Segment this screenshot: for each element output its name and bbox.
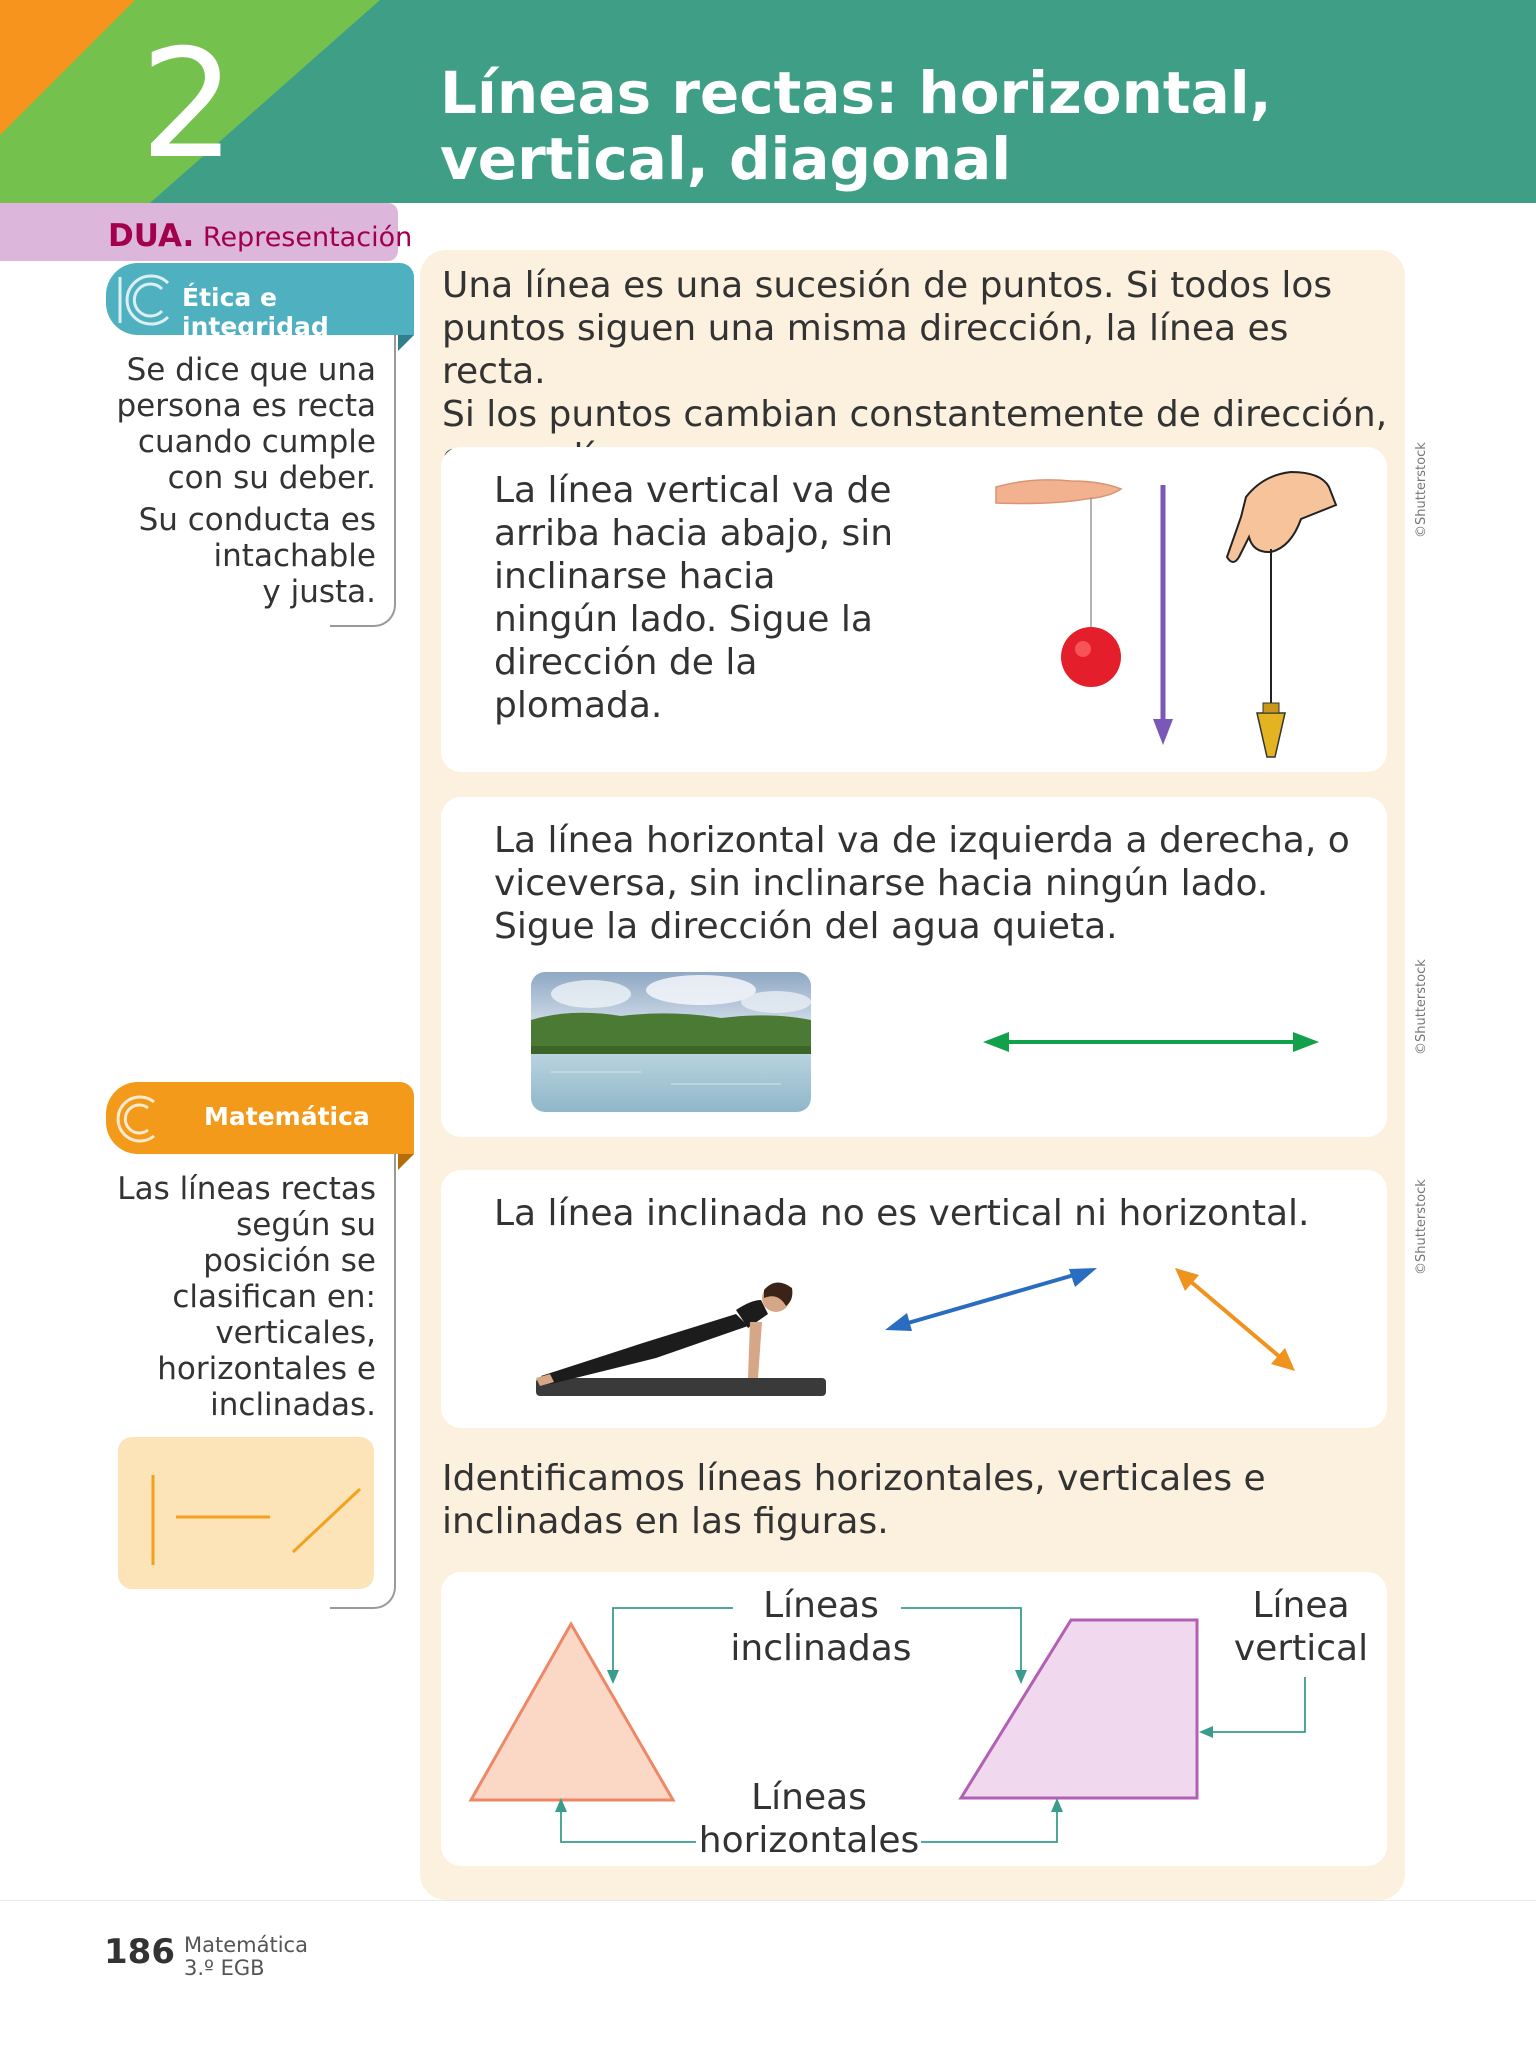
inclined-arrow-blue bbox=[881, 1255, 1101, 1345]
math-tab-label: Matemática bbox=[204, 1102, 370, 1131]
ethics-tab bbox=[106, 263, 414, 341]
math-line: según su bbox=[236, 1207, 376, 1243]
vertical-text-line: ningún lado. Sigue la bbox=[494, 599, 873, 640]
ethics-line: persona es recta bbox=[116, 388, 376, 424]
vertical-text-line: La línea vertical va de bbox=[494, 470, 892, 511]
label-line: Línea bbox=[1252, 1585, 1350, 1626]
dua-category: Representación bbox=[202, 222, 413, 253]
math-bracket bbox=[330, 1154, 396, 1609]
cartoon-hand-icon bbox=[1227, 472, 1336, 562]
horizontal-line-text bbox=[494, 819, 1374, 948]
photo-credit: ©Shutterstock bbox=[1414, 1179, 1429, 1275]
dua-strong: DUA. bbox=[108, 218, 195, 254]
ethics-line: con su deber. bbox=[167, 460, 376, 496]
vertical-text-line: dirección de la bbox=[494, 642, 758, 683]
footer-subject bbox=[184, 1934, 308, 1980]
identify-line: inclinadas en las figuras. bbox=[442, 1501, 889, 1542]
flat-hand-icon bbox=[996, 480, 1121, 504]
math-line: clasifican en: bbox=[172, 1279, 376, 1315]
label-line: Líneas bbox=[763, 1585, 879, 1626]
identify-line: Identificamos líneas horizontales, verticales e bbox=[442, 1458, 1266, 1499]
ethics-line: cuando cumple bbox=[137, 424, 376, 460]
triangle-shape bbox=[471, 1624, 673, 1800]
horizontal-text-line: viceversa, sin inclinarse hacia ningún lado. bbox=[494, 863, 1269, 904]
page-title bbox=[440, 60, 1500, 192]
lake-photo bbox=[531, 972, 811, 1112]
math-line: inclinadas. bbox=[210, 1387, 376, 1423]
ethics-line: y justa. bbox=[262, 574, 376, 610]
math-tab bbox=[106, 1082, 414, 1154]
vertical-text-line: arriba hacia abajo, sin bbox=[494, 513, 894, 554]
plank-pose-photo bbox=[536, 1270, 826, 1410]
ethics-bracket bbox=[330, 335, 396, 627]
trapezoid-shape bbox=[961, 1620, 1197, 1798]
intro-line: puntos siguen una misma dirección, la línea es recta. bbox=[442, 308, 1289, 392]
horizontal-text-line: La línea horizontal va de izquierda a derecha, o bbox=[494, 820, 1350, 861]
horizontal-line-card bbox=[441, 797, 1387, 1137]
dua-label bbox=[108, 218, 412, 254]
plumb-bob-icon bbox=[1257, 713, 1285, 757]
math-line: horizontales e bbox=[157, 1351, 376, 1387]
label-line: Líneas bbox=[751, 1777, 867, 1818]
vertical-text-line: plomada. bbox=[494, 685, 663, 726]
intro-line: Si los puntos cambian constantemente de dirección, bbox=[442, 394, 1388, 435]
ethics-ic-icon bbox=[110, 269, 180, 331]
yoyo-icon bbox=[1061, 627, 1121, 687]
math-c-icon bbox=[110, 1088, 170, 1150]
inclined-line-text: La línea inclinada no es vertical ni horizontal. bbox=[494, 1193, 1310, 1234]
figures-card bbox=[441, 1572, 1387, 1866]
label-vertical-line bbox=[1211, 1584, 1391, 1670]
ethics-line: Su conducta es bbox=[138, 502, 376, 538]
vertical-line-card bbox=[441, 447, 1387, 772]
math-line: verticales, bbox=[215, 1315, 376, 1351]
intro-line: Una línea es una sucesión de puntos. Si todos los bbox=[442, 265, 1333, 306]
title-line-1: Líneas rectas: horizontal, bbox=[440, 59, 1272, 127]
title-line-2: vertical, diagonal bbox=[440, 125, 1012, 193]
horizontal-arrow bbox=[981, 1022, 1321, 1062]
math-line: Las líneas rectas bbox=[117, 1171, 376, 1207]
footer-divider bbox=[0, 1900, 1536, 1901]
lesson-number: 2 bbox=[140, 18, 236, 192]
horizontal-text-line: Sigue la dirección del agua quieta. bbox=[494, 906, 1118, 947]
vertical-line-text bbox=[494, 469, 914, 727]
footer-grade: 3.º EGB bbox=[184, 1956, 265, 1980]
label-horizontal-lines bbox=[691, 1776, 927, 1862]
inclined-arrow-orange bbox=[1171, 1265, 1301, 1375]
ethics-line: Se dice que una bbox=[126, 352, 376, 388]
inclined-line-card bbox=[441, 1170, 1387, 1428]
footer-subject-name: Matemática bbox=[184, 1933, 308, 1957]
photo-credit: ©Shutterstock bbox=[1414, 959, 1429, 1055]
label-inclined-lines bbox=[711, 1584, 931, 1670]
ethics-line: intachable bbox=[213, 538, 376, 574]
identify-paragraph bbox=[442, 1457, 1402, 1543]
plumb-line-illustration bbox=[991, 457, 1371, 762]
math-line: posición se bbox=[203, 1243, 376, 1279]
ethics-tab-label: Ética e integridad bbox=[182, 283, 329, 341]
vertical-text-line: inclinarse hacia bbox=[494, 556, 776, 597]
vertical-arrow-head bbox=[1153, 719, 1173, 745]
photo-credit: ©Shutterstock bbox=[1414, 442, 1429, 538]
math-tab-fold bbox=[398, 1154, 414, 1170]
ethics-tab-fold bbox=[398, 335, 414, 351]
label-line: inclinadas bbox=[730, 1628, 912, 1669]
label-line: horizontales bbox=[698, 1820, 920, 1861]
label-line: vertical bbox=[1233, 1628, 1369, 1669]
page-number: 186 bbox=[104, 1932, 175, 1972]
